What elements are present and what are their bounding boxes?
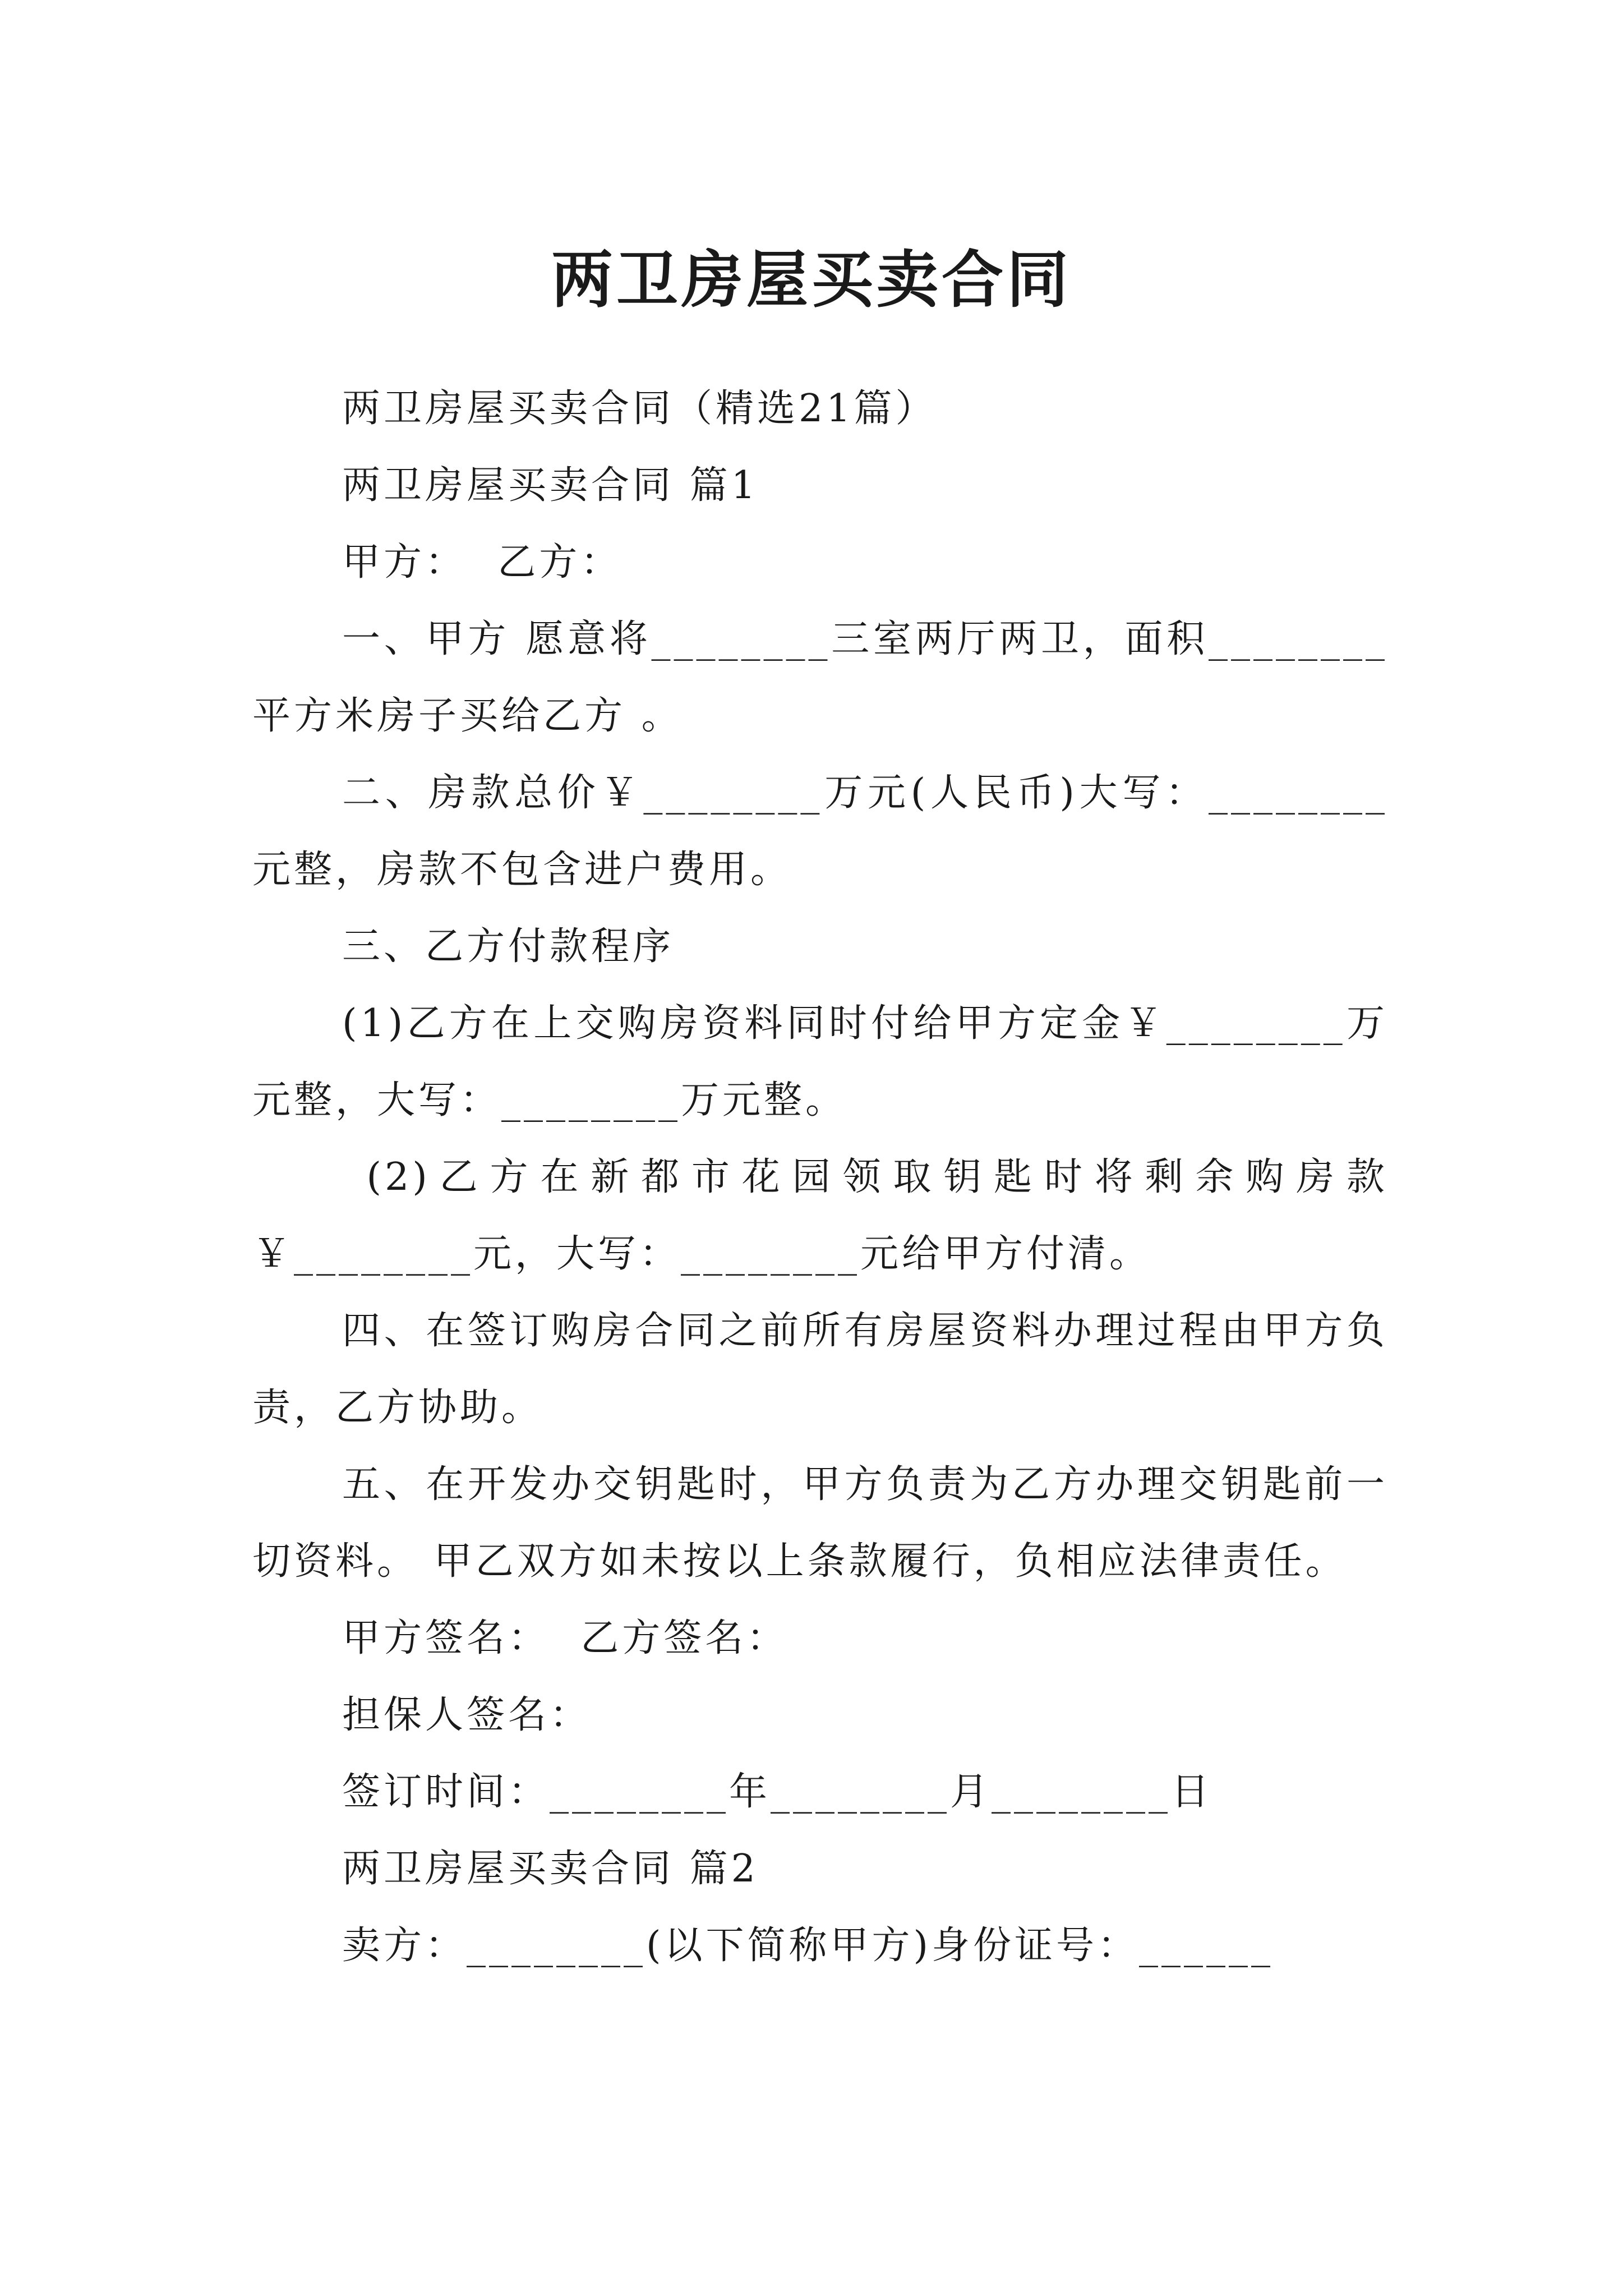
clause-5: 五、在开发办交钥匙时，甲方负责为乙方办理交钥匙前一切资料。 甲乙双方如未按以上条款履行，负相应法律责任。	[252, 1462, 1388, 1584]
signature-line: 甲方签名： 乙方签名：	[342, 1616, 789, 1660]
clause-3: 三、乙方付款程序	[342, 924, 675, 969]
document-title: 两卫房屋买卖合同	[551, 243, 1072, 316]
parties-line: 甲方： 乙方：	[342, 540, 623, 585]
clause-3-item-1: (1)乙方在上交购房资料同时付给甲方定金￥________万元整，大写：________万元整。	[252, 1001, 1388, 1122]
clause-3-item-2: (2)乙方在新都市花园领取钥匙时将剩余购房款￥________元，大写：________元给甲方付清。	[252, 1155, 1388, 1276]
section-heading-1: 两卫房屋买卖合同 篇1	[342, 463, 759, 508]
clause-2: 二、房款总价￥________万元(人民币)大写：________元整，房款不包含进户费用。	[252, 771, 1388, 892]
clause-4: 四、在签订购房合同之前所有房屋资料办理过程由甲方负责，乙方协助。	[252, 1309, 1388, 1430]
guarantor-signature-line: 担保人签名：	[342, 1693, 592, 1737]
clause-1: 一、甲方 愿意将________三室两厅两卫，面积________平方米房子买给乙方 。	[252, 617, 1388, 738]
seller-line: 卖方：________(以下简称甲方)身份证号：______	[342, 1924, 1274, 1968]
section-heading-2: 两卫房屋买卖合同 篇2	[342, 1847, 759, 1891]
document-body	[252, 370, 1388, 1984]
collection-heading: 两卫房屋买卖合同（精选21篇）	[342, 386, 937, 431]
signing-date-line: 签订时间：________年________月________日	[342, 1770, 1213, 1814]
